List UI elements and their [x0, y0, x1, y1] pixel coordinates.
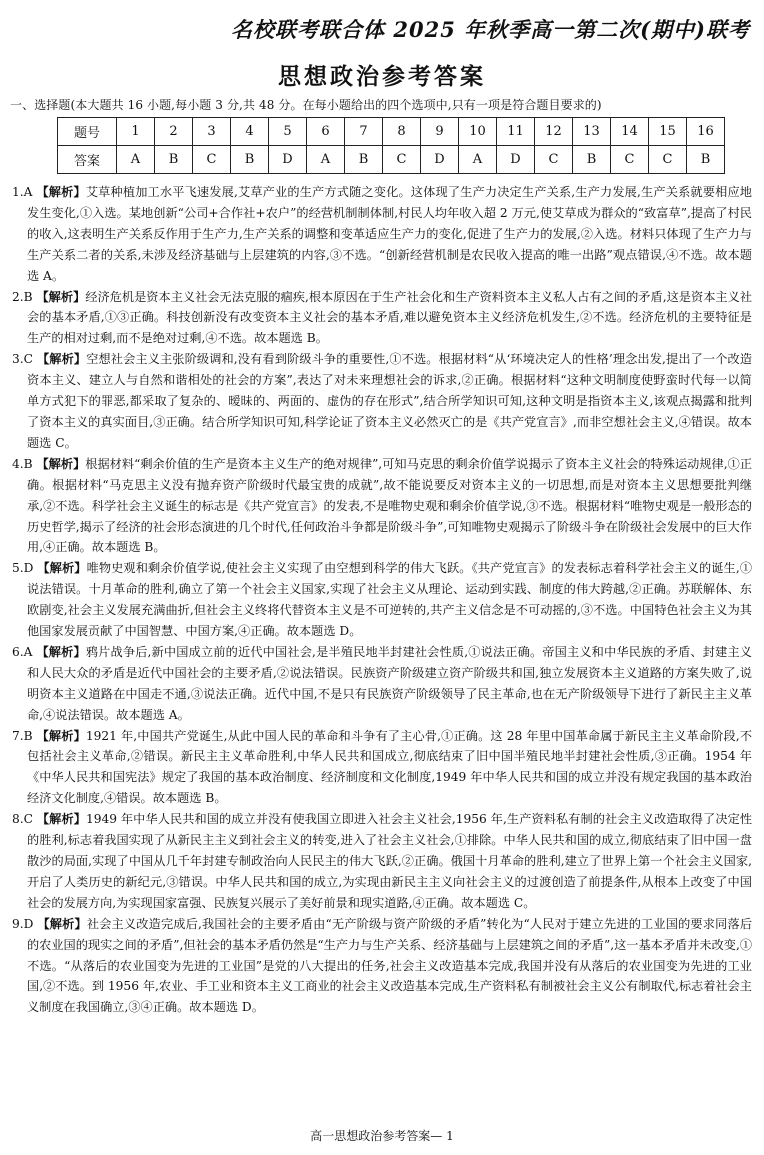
question-number-cell: 14	[611, 118, 649, 146]
question-number-cell: 16	[687, 118, 725, 146]
answer-cell: D	[269, 146, 307, 174]
explanation-item	[12, 454, 752, 559]
answer-table-number-row	[58, 118, 725, 146]
question-number-cell: 3	[193, 118, 231, 146]
explanation-item	[12, 287, 752, 350]
analysis-tag: 【解析】	[36, 456, 86, 471]
explanation-text: 经济危机是资本主义社会无法克服的痼疾,根本原因在于生产社会化和生产资料资本主义私人占有之间的矛盾,这是资本主义社会的基本矛盾,①③正确。科技创新没有改变资本主义社会的基本矛盾,难以避免资本主义经济危机发生,②不选。经济危机的主要特征是生产的相对过剩,而不是绝对过剩,④不选。故本题选 B。	[27, 289, 752, 346]
question-number-cell: 8	[383, 118, 421, 146]
answer-cell: B	[687, 146, 725, 174]
explanation-item	[12, 726, 752, 810]
page-footer: 高一思想政治参考答案— 1	[310, 1129, 454, 1143]
answer-cell: C	[383, 146, 421, 174]
analysis-tag: 【解析】	[36, 352, 87, 367]
answer-cell: A	[459, 146, 497, 174]
analysis-tag: 【解析】	[36, 644, 86, 659]
question-number-cell: 12	[535, 118, 573, 146]
explanation-text: 空想社会主义主张阶级调和,没有看到阶级斗争的重要性,①不选。根据材料“从‘环境决定人的性格’理念出发,提出了一个改造资本主义、建立人与自然和谐相处的社会的方案”,表达了对未来理想社会的诉求,②正确。根据材料“这种文明制度使野蛮时代每一以简单方式犯下的罪恶,都采取了复杂的、暧昧的、两面的、虚伪的存在形式”,结合所学知识可知,这种文明是指资本主义,该观点揭露和批判了资本主义的真实面目,③正确。结合所学知识可知,科学论证了资本主义必然灭亡的是《共产党宣言》,而非空想社会主义,④错误。故本题选 C。	[27, 352, 753, 450]
answer-table	[57, 117, 725, 174]
explanation-text: 根据材料“剩余价值的生产是资本主义生产的绝对规律”,可知马克思的剩余价值学说揭示了资本主义社会的特殊运动规律,①正确。根据材料“马克思主义没有抛弃资产阶级时代最宝贵的成就”,故不能说要反对资本主义的一切思想,而是对资本主义思想要批判继承,②不选。科学社会主义诞生的标志是《共产党宣言》的发表,不是唯物史观和剩余价值学说,③不选。根据材料“唯物史观是一般形态的历史哲学,揭示了经济的社会形态演进的几个时代,任何政治斗争都是阶级斗争”,可知唯物史观揭示了阶级斗争在阶级社会发展中的巨大作用,④正确。故本题选 B。	[27, 456, 753, 555]
question-number-cell: 4	[231, 118, 269, 146]
item-number: 2.B	[12, 289, 33, 304]
item-number: 3.C	[12, 352, 33, 367]
question-number-cell: 7	[345, 118, 383, 146]
analysis-tag: 【解析】	[37, 916, 87, 931]
analysis-tag: 【解析】	[36, 728, 86, 743]
answer-cell: C	[649, 146, 687, 174]
item-number: 7.B	[12, 728, 33, 743]
row-label-answer: 答案	[58, 146, 117, 174]
question-number-cell: 13	[573, 118, 611, 146]
answer-cell: C	[193, 146, 231, 174]
explanations	[12, 182, 752, 1018]
analysis-tag: 【解析】	[36, 812, 86, 827]
question-number-cell: 1	[117, 118, 155, 146]
question-number-cell: 6	[307, 118, 345, 146]
answer-cell: C	[611, 146, 649, 174]
answer-cell: B	[231, 146, 269, 174]
explanation-text: 1921 年,中国共产党诞生,从此中国人民的革命和斗争有了主心骨,①正确。这 28 年里中国革命属于新民主主义革命阶段,不包括社会主义革命,②错误。新民主主义革命胜利,中华人民共和国成立,彻底结束了旧中国半殖民地半封建社会性质,③正确。1954 年《中华人民共和国宪法》规定了我国的基本政治制度、经济制度和文化制度,1949 年中华人民共和国的成立并没有规定我国的基本政治经济文化制度,④错误。故本题选 B。	[27, 728, 753, 806]
explanation-text: 鸦片战争后,新中国成立前的近代中国社会,是半殖民地半封建社会性质,①说法正确。帝国主义和中华民族的矛盾、封建主义和人民大众的矛盾是近代中国社会的主要矛盾,②说法错误。民族资产阶级建立资产阶级共和国,独立发展资本主义道路的方案失败了,说明资本主义道路在中国走不通,③说法正确。近代中国,不是只有民族资产阶级领导了民主革命,也在无产阶级领导下进行了新民主主义革命,④说法错误。故本题选 A。	[27, 644, 752, 722]
section-heading: 一、选择题(本大题共 16 小题,每小题 3 分,共 48 分。在每小题给出的四个选项中,只有一项是符合题目要求的)	[10, 98, 602, 112]
explanation-item	[12, 914, 752, 1019]
answer-cell: A	[307, 146, 345, 174]
explanation-item	[12, 642, 752, 726]
answer-cell: D	[497, 146, 535, 174]
answer-cell: B	[345, 146, 383, 174]
analysis-tag: 【解析】	[36, 185, 86, 199]
question-number-cell: 5	[269, 118, 307, 146]
analysis-tag: 【解析】	[37, 561, 87, 576]
explanation-item	[12, 182, 752, 287]
item-number: 8.C	[12, 812, 33, 827]
row-label-number: 题号	[58, 118, 117, 146]
document-title: 思想政治参考答案	[278, 63, 486, 90]
explanation-item	[12, 558, 752, 642]
question-number-cell: 15	[649, 118, 687, 146]
explanation-text: 艾草种植加工水平飞速发展,艾草产业的生产方式随之变化。这体现了生产力决定生产关系,生产力发展,生产关系就要相应地发生变化,①入选。某地创新“公司+合作社+农户”的经营机制制体制,村民人均年收入超 2 万元,使艾草成为群众的“致富草”,提高了村民的收入,这表明生产关系反作用于生产力,生产关系的调整和变革适应生产力的变化,促进了生产力的发展,②入选。材料只体现了生产力与生产关系二者的关系,未涉及经济基础与上层建筑的内容,③不选。“创新经营机制是农民收入提高的唯一出路”观点错误,④不选。故本题选 A。	[27, 185, 752, 283]
answer-cell: B	[155, 146, 193, 174]
explanation-item	[12, 349, 752, 454]
analysis-tag: 【解析】	[36, 289, 86, 304]
explanation-item	[12, 809, 752, 914]
explanation-text: 社会主义改造完成后,我国社会的主要矛盾由“无产阶级与资产阶级的矛盾”转化为“人民对于建立先进的工业国的要求同落后的农业国的现实之间的矛盾”,但社会的基本矛盾仍然是“生产力与生产关系、经济基础与上层建筑之间的矛盾”,这一基本矛盾并未改变,①不选。“从落后的农业国变为先进的工业国”是党的八大提出的任务,社会主义改造基本完成,我国并没有从落后的农业国变为先进的工业国,②不选。到 1956 年,农业、手工业和资本主义工商业的社会主义改造基本完成,生产资料私有制被社会主义公有制取代,标志着社会主义制度在我国确立,③④正确。故本题选 D。	[27, 916, 753, 1015]
question-number-cell: 9	[421, 118, 459, 146]
item-number: 5.D	[12, 561, 34, 576]
explanation-text: 唯物史观和剩余价值学说,使社会主义实现了由空想到科学的伟大飞跃。《共产党宣言》的发表标志着科学社会主义的诞生,①说法错误。十月革命的胜利,确立了第一个社会主义国家,实现了社会主义从理论、运动到实践、制度的伟大跨越,②正确。苏联解体、东欧剧变,社会主义发展充满曲折,但社会主义终将代替资本主义是不可逆转的,共产主义信念是不可动摇的,③不选。中国特色社会主义为其他国家发展贡献了中国智慧、中国方案,④正确。故本题选 D。	[27, 561, 753, 639]
answer-cell: D	[421, 146, 459, 174]
question-number-cell: 11	[497, 118, 535, 146]
question-number-cell: 2	[155, 118, 193, 146]
explanation-text: 1949 年中华人民共和国的成立并没有使我国立即进入社会主义社会,1956 年,生产资料私有制的社会主义改造取得了决定性的胜利,标志着我国实现了从新民主主义到社会主义的转变,进入了社会主义社会,①排除。中华人民共和国的成立,彻底结束了旧中国一盘散沙的局面,实现了中国从几千年封建专制政治向人民民主的伟大飞跃,②正确。俄国十月革命的胜利,建立了世界上第一个社会主义国家,开启了人类历史的新纪元,③错误。中华人民共和国的成立,为实现由新民主主义向社会主义的过渡创造了前提条件,从根本上改变了中国社会的发展方向,为实现国家富强、民族复兴展示了美好前景和现实道路,④正确。故本题选 C。	[27, 812, 753, 910]
exam-title: 名校联考联合体 2025 年秋季高一第二次(期中)联考	[231, 17, 750, 42]
answer-cell: B	[573, 146, 611, 174]
answer-cell: A	[117, 146, 155, 174]
item-number: 1.A	[12, 185, 33, 199]
item-number: 9.D	[12, 916, 34, 931]
answer-cell: C	[535, 146, 573, 174]
item-number: 6.A	[12, 644, 33, 659]
question-number-cell: 10	[459, 118, 497, 146]
answer-table-answer-row	[58, 146, 725, 174]
item-number: 4.B	[12, 456, 33, 471]
